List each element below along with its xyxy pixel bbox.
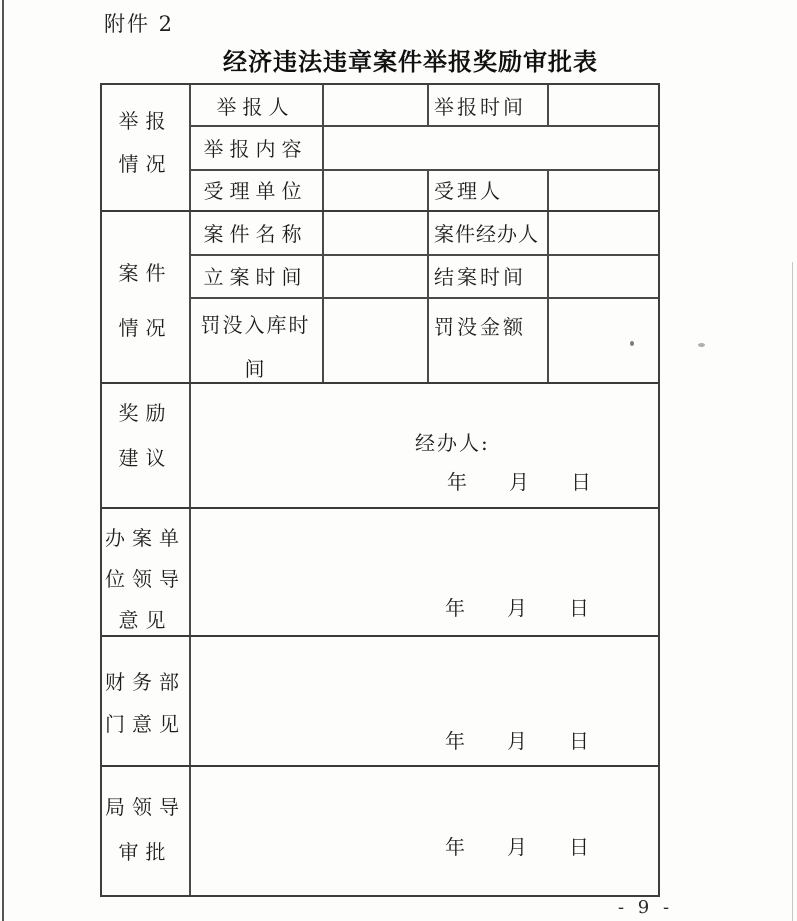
group-label-finance-opinion: 财务部 门意见 <box>105 670 186 736</box>
reward-date-line <box>447 472 591 493</box>
approval-form-table <box>100 83 660 897</box>
scan-edge-line-right <box>792 262 793 921</box>
group-label-unit-leader-opinion: 办案单 位领导 意见 <box>105 526 186 632</box>
year-label: 年 <box>447 470 467 494</box>
page-title: 经济违法违章案件举报奖励审批表 <box>223 47 598 76</box>
group-label-reward-suggestion: 奖励 建议 <box>118 401 173 470</box>
month-label: 月 <box>509 470 529 494</box>
scan-edge-line-left <box>2 0 4 921</box>
closing-time-label: 结案时间 <box>434 265 526 289</box>
penalty-deposit-time-value-cell <box>322 297 427 382</box>
penalty-deposit-time-label: 罚没入库时间 <box>200 313 311 381</box>
closing-time-value-cell <box>547 254 658 297</box>
filing-time-value-cell <box>322 254 427 297</box>
day-label: 日 <box>571 470 591 494</box>
accepting-unit-label: 受理单位 <box>203 179 308 203</box>
case-handler-value-cell <box>547 210 658 254</box>
report-content-label: 举报内容 <box>203 136 308 161</box>
bureau-approval-date-line <box>445 837 589 858</box>
reward-handler-label: 经办人: <box>415 431 490 455</box>
report-content-value-cell <box>322 125 658 169</box>
year-label: 年 <box>445 596 465 620</box>
month-label: 月 <box>507 835 527 859</box>
attachment-label: 附件 2 <box>104 12 175 36</box>
filing-time-label: 立案时间 <box>203 265 308 289</box>
year-label: 年 <box>445 835 465 859</box>
case-name-value-cell <box>322 210 427 254</box>
penalty-amount-label: 罚没金额 <box>434 315 526 339</box>
scan-speck <box>698 343 705 347</box>
group-label-case-info: 案件 情况 <box>118 261 173 340</box>
report-time-label: 举报时间 <box>434 94 526 119</box>
penalty-amount-value-cell <box>547 297 658 382</box>
reporter-label: 举报人 <box>216 94 295 119</box>
group-label-bureau-approval: 局领导 审批 <box>105 795 186 864</box>
case-handler-label: 案件经办人 <box>434 221 539 246</box>
day-label: 日 <box>569 729 589 753</box>
group-label-report-info: 举报 情况 <box>118 109 173 176</box>
year-label: 年 <box>445 729 465 753</box>
case-name-label: 案件名称 <box>203 221 308 246</box>
month-label: 月 <box>507 729 527 753</box>
reporter-value-cell <box>322 85 427 125</box>
finance-opinion-date-line <box>445 731 589 752</box>
accepting-unit-value-cell <box>322 169 427 210</box>
acceptor-label: 受理人 <box>434 179 503 203</box>
acceptor-value-cell <box>547 169 658 210</box>
report-time-value-cell <box>547 85 658 125</box>
page-number: - 9 - <box>618 897 674 918</box>
month-label: 月 <box>507 596 527 620</box>
day-label: 日 <box>569 596 589 620</box>
unit-opinion-date-line <box>445 598 589 619</box>
day-label: 日 <box>569 835 589 859</box>
